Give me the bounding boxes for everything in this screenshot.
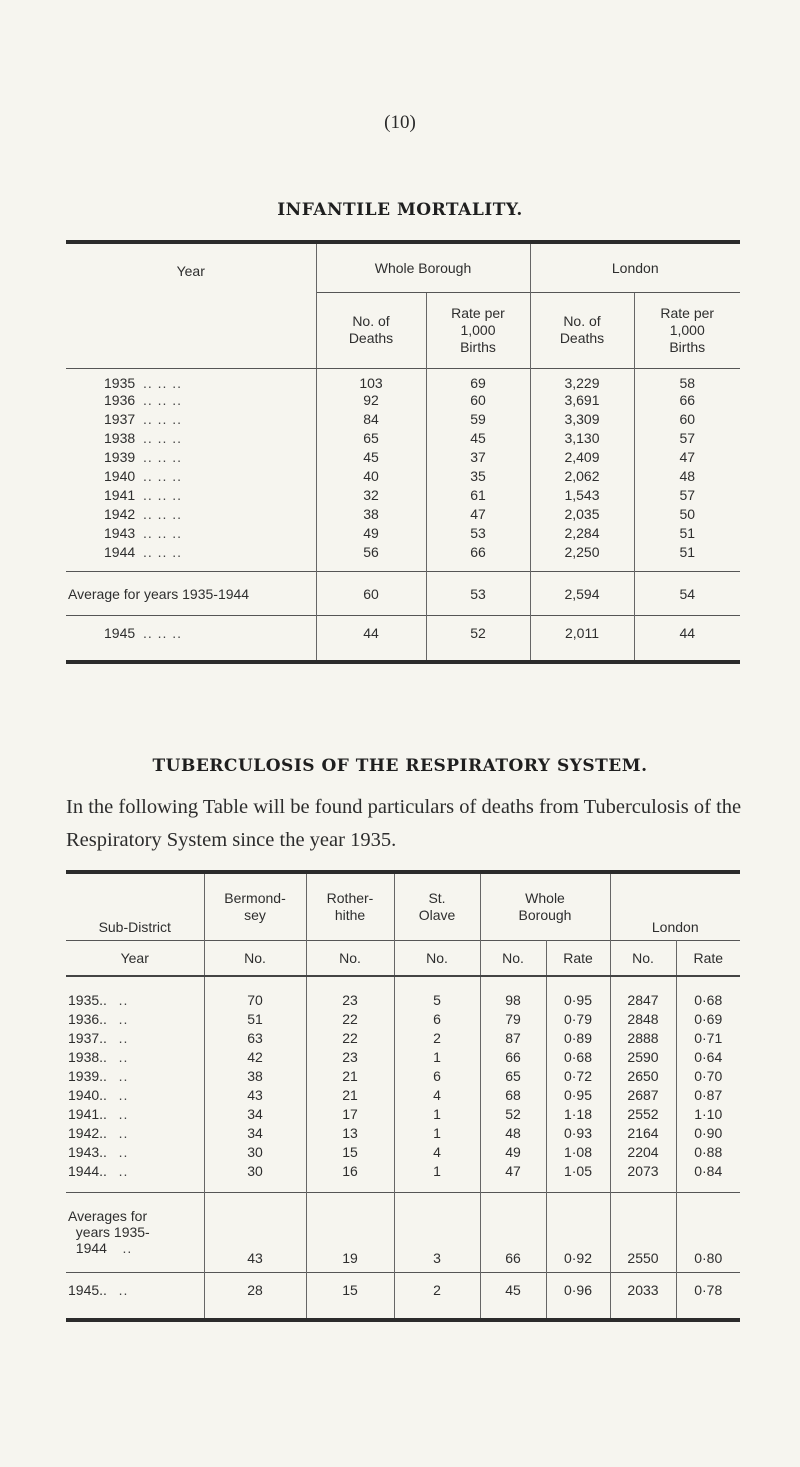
london-rate-cell: 0·69 xyxy=(676,1009,740,1028)
borough-no-cell: 48 xyxy=(480,1123,546,1142)
table-row xyxy=(66,1123,740,1142)
olave-cell: 6 xyxy=(394,1066,480,1085)
header-subdistrict: Sub-District xyxy=(98,918,171,935)
london-no-cell: 2888 xyxy=(610,1028,676,1047)
borough-deaths-cell: 92 xyxy=(316,391,426,410)
final-year: 1945.. .. xyxy=(68,1281,129,1298)
header-borough-deaths: No. of Deaths xyxy=(316,292,426,368)
avg-borough-deaths: 60 xyxy=(316,572,426,616)
year-cell: 1937 .. .. .. xyxy=(104,411,183,427)
borough-no-cell: 66 xyxy=(480,1047,546,1066)
table-row xyxy=(66,410,740,429)
borough-deaths-cell: 38 xyxy=(316,505,426,524)
london-rate-cell: 47 xyxy=(634,448,740,467)
london-deaths-cell: 2,409 xyxy=(530,448,634,467)
london-no-cell: 2848 xyxy=(610,1009,676,1028)
olave-cell: 1 xyxy=(394,1104,480,1123)
avg-borough-no: 66 xyxy=(480,1192,546,1272)
borough-rate-cell: 69 xyxy=(426,368,530,391)
borough-no-cell: 87 xyxy=(480,1028,546,1047)
final-borough-rate: 0·96 xyxy=(546,1272,610,1320)
header-borough-no: No. xyxy=(480,940,546,976)
olave-cell: 5 xyxy=(394,990,480,1009)
final-london-deaths: 2,011 xyxy=(530,616,634,662)
london-rate-cell: 48 xyxy=(634,467,740,486)
table-row xyxy=(66,524,740,543)
bermondsey-cell: 70 xyxy=(204,990,306,1009)
final-london-rate: 44 xyxy=(634,616,740,662)
final-year: 1945 .. .. .. xyxy=(104,625,183,641)
avg-london-rate: 54 xyxy=(634,572,740,616)
final-bermondsey: 28 xyxy=(204,1272,306,1320)
borough-rate-cell: 61 xyxy=(426,486,530,505)
average-row xyxy=(66,572,740,616)
borough-rate-cell: 45 xyxy=(426,429,530,448)
borough-deaths-cell: 40 xyxy=(316,467,426,486)
table-row xyxy=(66,467,740,486)
header-rotherhithe-no: No. xyxy=(306,940,394,976)
avg-london-deaths: 2,594 xyxy=(530,572,634,616)
year-cell: 1940 .. .. .. xyxy=(104,468,183,484)
borough-rate-cell: 1·18 xyxy=(546,1104,610,1123)
borough-rate-cell: 1·08 xyxy=(546,1142,610,1161)
table-row xyxy=(66,1161,740,1180)
london-rate-cell: 51 xyxy=(634,543,740,562)
london-no-cell: 2650 xyxy=(610,1066,676,1085)
london-rate-cell: 0·88 xyxy=(676,1142,740,1161)
olave-cell: 2 xyxy=(394,1028,480,1047)
avg-olave: 3 xyxy=(394,1192,480,1272)
borough-rate-cell: 60 xyxy=(426,391,530,410)
borough-deaths-cell: 49 xyxy=(316,524,426,543)
borough-rate-cell: 0·89 xyxy=(546,1028,610,1047)
borough-rate-cell: 0·95 xyxy=(546,990,610,1009)
london-rate-cell: 60 xyxy=(634,410,740,429)
london-rate-cell: 58 xyxy=(634,368,740,391)
borough-rate-cell: 47 xyxy=(426,505,530,524)
rotherhithe-cell: 22 xyxy=(306,1009,394,1028)
borough-no-cell: 49 xyxy=(480,1142,546,1161)
table-row xyxy=(66,1028,740,1047)
rotherhithe-cell: 13 xyxy=(306,1123,394,1142)
bermondsey-cell: 30 xyxy=(204,1161,306,1180)
header-whole-borough: Whole Borough xyxy=(480,872,610,940)
year-cell: 1938.. .. xyxy=(68,1048,129,1065)
page-number: (10) xyxy=(384,112,416,133)
avg-borough-rate: 0·92 xyxy=(546,1192,610,1272)
borough-rate-cell: 0·79 xyxy=(546,1009,610,1028)
final-year-row xyxy=(66,616,740,662)
table-row xyxy=(66,391,740,410)
year-cell: 1937.. .. xyxy=(68,1029,129,1046)
london-deaths-cell: 3,691 xyxy=(530,391,634,410)
rotherhithe-cell: 22 xyxy=(306,1028,394,1047)
borough-rate-cell: 37 xyxy=(426,448,530,467)
london-deaths-cell: 3,309 xyxy=(530,410,634,429)
year-cell: 1936 .. .. .. xyxy=(104,392,183,408)
london-no-cell: 2687 xyxy=(610,1085,676,1104)
london-rate-cell: 0·87 xyxy=(676,1085,740,1104)
borough-deaths-cell: 103 xyxy=(316,368,426,391)
london-rate-cell: 1·10 xyxy=(676,1104,740,1123)
borough-rate-cell: 0·93 xyxy=(546,1123,610,1142)
table-row xyxy=(66,1104,740,1123)
rotherhithe-cell: 21 xyxy=(306,1066,394,1085)
london-no-cell: 2204 xyxy=(610,1142,676,1161)
rotherhithe-cell: 23 xyxy=(306,1047,394,1066)
avg-bermondsey: 43 xyxy=(204,1192,306,1272)
final-year-row xyxy=(66,1272,740,1320)
table-row xyxy=(66,990,740,1009)
borough-deaths-cell: 65 xyxy=(316,429,426,448)
year-cell: 1935 .. .. .. xyxy=(104,374,183,391)
borough-no-cell: 79 xyxy=(480,1009,546,1028)
table-row xyxy=(66,543,740,562)
london-no-cell: 2164 xyxy=(610,1123,676,1142)
year-cell: 1938 .. .. .. xyxy=(104,430,183,446)
tuberculosis-intro: In the following Table will be found particulars of deaths from Tuberculosis of the Respiratory System since the year 1935. xyxy=(66,796,742,851)
borough-no-cell: 98 xyxy=(480,990,546,1009)
olave-cell: 6 xyxy=(394,1009,480,1028)
year-cell: 1941 .. .. .. xyxy=(104,487,183,503)
london-rate-cell: 57 xyxy=(634,486,740,505)
london-deaths-cell: 2,035 xyxy=(530,505,634,524)
avg-rotherhithe: 19 xyxy=(306,1192,394,1272)
london-no-cell: 2590 xyxy=(610,1047,676,1066)
year-cell: 1944 .. .. .. xyxy=(104,544,183,560)
final-london-rate: 0·78 xyxy=(676,1272,740,1320)
header-london: London xyxy=(530,242,740,292)
year-cell: 1943.. .. xyxy=(68,1143,129,1160)
header-bermondsey: Bermond- sey xyxy=(204,872,306,940)
avg-london-no: 2550 xyxy=(610,1192,676,1272)
header-olave-no: No. xyxy=(394,940,480,976)
london-rate-cell: 0·71 xyxy=(676,1028,740,1047)
final-borough-deaths: 44 xyxy=(316,616,426,662)
header-london-rate: Rate xyxy=(676,940,740,976)
header-london-rate: Rate per 1,000 Births xyxy=(634,292,740,368)
borough-rate-cell: 1·05 xyxy=(546,1161,610,1180)
header-london: London xyxy=(610,872,740,940)
london-no-cell: 2552 xyxy=(610,1104,676,1123)
borough-rate-cell: 59 xyxy=(426,410,530,429)
year-cell: 1936.. .. xyxy=(68,1010,129,1027)
table-row xyxy=(66,486,740,505)
year-cell: 1941.. .. xyxy=(68,1105,129,1122)
table-row xyxy=(66,1142,740,1161)
london-deaths-cell: 1,543 xyxy=(530,486,634,505)
rotherhithe-cell: 23 xyxy=(306,990,394,1009)
london-rate-cell: 66 xyxy=(634,391,740,410)
year-cell: 1942.. .. xyxy=(68,1124,129,1141)
borough-no-cell: 68 xyxy=(480,1085,546,1104)
rotherhithe-cell: 21 xyxy=(306,1085,394,1104)
tuberculosis-title: TUBERCULOSIS OF THE RESPIRATORY SYSTEM. xyxy=(152,756,648,776)
header-year: Year xyxy=(120,949,149,966)
bermondsey-cell: 34 xyxy=(204,1123,306,1142)
header-whole-borough: Whole Borough xyxy=(316,242,530,292)
avg-london-rate: 0·80 xyxy=(676,1192,740,1272)
olave-cell: 4 xyxy=(394,1085,480,1104)
london-deaths-cell: 3,229 xyxy=(530,368,634,391)
bermondsey-cell: 38 xyxy=(204,1066,306,1085)
london-rate-cell: 0·70 xyxy=(676,1066,740,1085)
table-row xyxy=(66,1009,740,1028)
rotherhithe-cell: 15 xyxy=(306,1142,394,1161)
year-cell: 1935.. .. xyxy=(68,991,129,1008)
bermondsey-cell: 34 xyxy=(204,1104,306,1123)
table-row xyxy=(66,1066,740,1085)
final-borough-no: 45 xyxy=(480,1272,546,1320)
borough-deaths-cell: 84 xyxy=(316,410,426,429)
borough-rate-cell: 0·95 xyxy=(546,1085,610,1104)
average-label: Averages for years 1935- 1944 .. xyxy=(68,1208,150,1256)
final-borough-rate: 52 xyxy=(426,616,530,662)
bermondsey-cell: 63 xyxy=(204,1028,306,1047)
borough-rate-cell: 0·72 xyxy=(546,1066,610,1085)
average-label: Average for years 1935-1944 xyxy=(68,585,250,602)
olave-cell: 1 xyxy=(394,1047,480,1066)
tuberculosis-table xyxy=(66,870,740,1322)
london-deaths-cell: 2,062 xyxy=(530,467,634,486)
final-london-no: 2033 xyxy=(610,1272,676,1320)
london-rate-cell: 0·64 xyxy=(676,1047,740,1066)
year-cell: 1939.. .. xyxy=(68,1067,129,1084)
table-row xyxy=(66,505,740,524)
borough-no-cell: 65 xyxy=(480,1066,546,1085)
borough-deaths-cell: 45 xyxy=(316,448,426,467)
table-row xyxy=(66,1085,740,1104)
borough-no-cell: 47 xyxy=(480,1161,546,1180)
borough-rate-cell: 35 xyxy=(426,467,530,486)
borough-rate-cell: 0·68 xyxy=(546,1047,610,1066)
borough-no-cell: 52 xyxy=(480,1104,546,1123)
bermondsey-cell: 51 xyxy=(204,1009,306,1028)
year-cell: 1939 .. .. .. xyxy=(104,449,183,465)
london-rate-cell: 0·84 xyxy=(676,1161,740,1180)
olave-cell: 4 xyxy=(394,1142,480,1161)
final-rotherhithe: 15 xyxy=(306,1272,394,1320)
year-cell: 1943 .. .. .. xyxy=(104,525,183,541)
header-rotherhithe: Rother- hithe xyxy=(306,872,394,940)
year-cell: 1940.. .. xyxy=(68,1086,129,1103)
borough-deaths-cell: 56 xyxy=(316,543,426,562)
header-london-no: No. xyxy=(610,940,676,976)
borough-rate-cell: 53 xyxy=(426,524,530,543)
header-borough-rate: Rate per 1,000 Births xyxy=(426,292,530,368)
london-deaths-cell: 2,284 xyxy=(530,524,634,543)
table-row xyxy=(66,448,740,467)
borough-rate-cell: 66 xyxy=(426,543,530,562)
rotherhithe-cell: 17 xyxy=(306,1104,394,1123)
bermondsey-cell: 42 xyxy=(204,1047,306,1066)
london-rate-cell: 0·68 xyxy=(676,990,740,1009)
london-rate-cell: 51 xyxy=(634,524,740,543)
london-deaths-cell: 2,250 xyxy=(530,543,634,562)
infant-mortality-table xyxy=(66,240,740,664)
infant-mortality-title: INFANTILE MORTALITY. xyxy=(277,200,523,220)
table-row xyxy=(66,429,740,448)
london-no-cell: 2073 xyxy=(610,1161,676,1180)
year-cell: 1944.. .. xyxy=(68,1162,129,1179)
london-no-cell: 2847 xyxy=(610,990,676,1009)
london-rate-cell: 57 xyxy=(634,429,740,448)
table-row xyxy=(66,1047,740,1066)
header-bermondsey-no: No. xyxy=(204,940,306,976)
final-olave: 2 xyxy=(394,1272,480,1320)
london-rate-cell: 0·90 xyxy=(676,1123,740,1142)
header-london-deaths: No. of Deaths xyxy=(530,292,634,368)
header-st-olave: St. Olave xyxy=(394,872,480,940)
olave-cell: 1 xyxy=(394,1161,480,1180)
header-year: Year xyxy=(66,242,316,368)
olave-cell: 1 xyxy=(394,1123,480,1142)
rotherhithe-cell: 16 xyxy=(306,1161,394,1180)
london-deaths-cell: 3,130 xyxy=(530,429,634,448)
borough-deaths-cell: 32 xyxy=(316,486,426,505)
year-cell: 1942 .. .. .. xyxy=(104,506,183,522)
bermondsey-cell: 43 xyxy=(204,1085,306,1104)
average-row xyxy=(66,1192,740,1272)
table-row xyxy=(66,368,740,391)
header-borough-rate: Rate xyxy=(546,940,610,976)
london-rate-cell: 50 xyxy=(634,505,740,524)
avg-borough-rate: 53 xyxy=(426,572,530,616)
bermondsey-cell: 30 xyxy=(204,1142,306,1161)
